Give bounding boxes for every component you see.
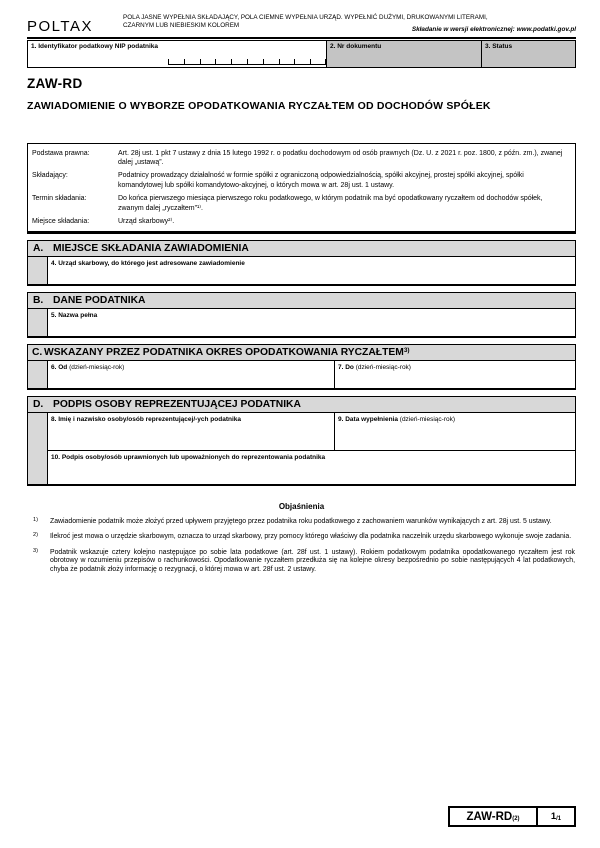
legal-row-termin-skladania bbox=[28, 192, 575, 215]
nip-digit-cell bbox=[247, 59, 263, 65]
section-b-side-strip bbox=[28, 309, 48, 336]
legal-label: Miejsce składania: bbox=[32, 218, 90, 226]
field-urzad-skarbowy-label: 4. Urząd skarbowy, do którego jest adresowane zawiadomienie bbox=[51, 260, 245, 268]
field-nazwa-pelna-label: 5. Nazwa pełna bbox=[51, 312, 98, 320]
section-a-side-strip bbox=[28, 257, 48, 284]
field-status-label: 3. Status bbox=[485, 43, 513, 50]
section-a bbox=[27, 240, 576, 286]
legal-row-miejsce-skladania bbox=[28, 215, 575, 229]
field-podpis-label: 10. Podpis osoby/osób uprawnionych lub upoważnionych do reprezentowania podatnika bbox=[51, 454, 326, 462]
field-okres-do[interactable] bbox=[334, 361, 575, 388]
nip-comb-input[interactable] bbox=[168, 59, 326, 65]
section-b-header bbox=[28, 293, 575, 309]
page-footer bbox=[448, 806, 576, 827]
fill-instructions: POLA JASNE WYPEŁNIA SKŁADAJĄCY, POLA CIEMNE WYPEŁNIA URZĄD. WYPEŁNIĆ DUŻYMI, DRUKOWANYMI LITERAMI, CZARNYM LUB NIEBIESKIM KOLOREM bbox=[123, 14, 488, 29]
footnote-1 bbox=[27, 518, 576, 527]
section-d-body bbox=[28, 413, 575, 484]
field-podpis[interactable] bbox=[48, 451, 575, 484]
legal-text: Art. 28j ust. 1 pkt 7 ustawy z dnia 15 lutego 1992 r. o podatku dochodowym od osób prawnych (Dz. U. z 2021 r. poz. 1800, z późn. zm.), zwanej dalej „ustawą”. bbox=[118, 149, 563, 166]
footnote-1-marker: 1) bbox=[33, 516, 38, 523]
form-title-heading: ZAWIADOMIENIE O WYBORZE OPODATKOWANIA RYCZAŁTEM OD DOCHODÓW SPÓŁEK bbox=[27, 100, 491, 112]
section-d-title: PODPIS OSOBY REPREZENTUJĄCEJ PODATNIKA bbox=[53, 399, 301, 411]
section-a-letter: A. bbox=[33, 243, 44, 255]
field-okres-do-hint: (dzień-miesiąc-rok) bbox=[353, 364, 411, 372]
field-okres-do-label bbox=[335, 362, 575, 374]
section-d bbox=[27, 396, 576, 486]
section-c-title bbox=[44, 347, 410, 358]
id-fields-row bbox=[27, 40, 576, 68]
section-c-title-text: WSKAZANY PRZEZ PODATNIKA OKRES OPODATKOWANIA RYCZAŁTEM bbox=[44, 347, 404, 359]
nip-digit-cell bbox=[184, 59, 200, 65]
legal-text: Urząd skarbowy²⁾. bbox=[118, 218, 175, 226]
footnote-3-text: Podatnik wskazuje cztery kolejno następujące po sobie lata podatkowe (art. 28f ust. 1 ustawy). Rokiem podatkowym podatnika opodatkowanego ryczałtem jest rok obrotowy w rozumieniu przepisów o rachunkowości. Opodatkowanie ryczałtem przedłuża się na kolejne okresy bezpośrednio po sobie następujących 4 lat podatkowych, chyba że podatnik złoży informację o rezygnacji, o której mowa w art. 28f ust. 2 ustawy. bbox=[50, 548, 575, 574]
field-status bbox=[481, 40, 576, 68]
nip-digit-cell bbox=[200, 59, 216, 65]
field-nip-label: 1. Identyfikator podatkowy NIP podatnika bbox=[31, 43, 159, 50]
nip-digit-cell bbox=[310, 59, 326, 65]
legal-text: Podatnicy prowadzący działalność w formie spółki z ograniczoną odpowiedzialnością, spółki akcyjnej, prostej spółki akcyjnej, spółki komandytowej lub spółki komandytowo-akcyjnej, o których mowa w art. 28j ust. 1 ustawy. bbox=[118, 172, 524, 189]
legal-label: Termin składania: bbox=[32, 195, 87, 203]
section-a-title: MIEJSCE SKŁADANIA ZAWIADOMIENIA bbox=[53, 243, 249, 255]
footnote-2 bbox=[27, 533, 576, 542]
footnote-3-marker: 3) bbox=[33, 547, 38, 554]
field-urzad-skarbowy[interactable] bbox=[48, 257, 575, 284]
footnote-2-text: Ilekroć jest mowa o urzędzie skarbowym, oznacza to urząd skarbowy, przy pomocy którego właściwy dla podatnika naczelnik urzędu skarbowego wykonuje swoje zadania. bbox=[50, 533, 572, 541]
section-b-title: DANE PODATNIKA bbox=[53, 295, 146, 307]
section-a-body bbox=[28, 257, 575, 284]
field-imie-nazwisko[interactable] bbox=[48, 413, 334, 450]
field-data-wypelnienia-hint: (dzień-miesiąc-rok) bbox=[397, 416, 456, 424]
footer-form-code bbox=[450, 808, 538, 825]
footnote-2-marker: 2) bbox=[33, 532, 38, 539]
section-d-row-1 bbox=[48, 413, 575, 451]
field-nip[interactable] bbox=[27, 40, 327, 68]
nip-digit-cell bbox=[168, 59, 184, 65]
section-c-fields bbox=[48, 361, 575, 388]
section-a-fields bbox=[48, 257, 575, 284]
footer-page-current: 1 bbox=[550, 811, 557, 822]
field-data-wypelnienia-label-text: 9. Data wypełnienia bbox=[338, 416, 398, 424]
legal-info-box bbox=[27, 143, 576, 234]
form-topbar bbox=[27, 14, 576, 35]
footnote-3 bbox=[27, 549, 576, 575]
topbar-right bbox=[123, 14, 576, 33]
section-d-side-strip bbox=[28, 413, 48, 484]
field-okres-do-label-text: 7. Do bbox=[338, 364, 354, 372]
poltax-logo: POLTAX bbox=[27, 18, 93, 35]
section-c bbox=[27, 344, 576, 390]
footnote-1-text: Zawiadomienie podatnik może złożyć przed upływem przyjętego przez podatnika roku podatkowego z zachowaniem warunków wynikających z art. 28j ust. 5 ustawy. bbox=[50, 517, 552, 525]
section-c-body bbox=[28, 361, 575, 388]
efiling-note: Składanie w wersji elektronicznej: www.podatki.gov.pl bbox=[411, 26, 576, 33]
field-okres-od-hint: (dzień-miesiąc-rok) bbox=[67, 364, 125, 372]
section-c-letter: C. bbox=[32, 347, 43, 359]
field-nazwa-pelna[interactable] bbox=[48, 309, 575, 336]
field-data-wypelnienia[interactable] bbox=[334, 413, 575, 450]
legal-row-podstawa-prawna bbox=[28, 146, 575, 169]
section-c-title-footnote-ref: 3) bbox=[403, 346, 410, 354]
legal-label: Podstawa prawna: bbox=[32, 149, 90, 157]
footer-page-number bbox=[538, 808, 574, 825]
field-nr-dokumentu bbox=[326, 40, 482, 68]
section-b bbox=[27, 292, 576, 338]
section-d-letter: D. bbox=[33, 399, 44, 411]
field-nr-dokumentu-label: 2. Nr dokumentu bbox=[330, 43, 382, 50]
nip-digit-cell bbox=[231, 59, 247, 65]
section-b-body bbox=[28, 309, 575, 336]
legal-row-skladajacy bbox=[28, 169, 575, 192]
section-a-header bbox=[28, 241, 575, 257]
section-d-header bbox=[28, 397, 575, 413]
footer-form-code-text: ZAW-RD bbox=[466, 810, 513, 823]
field-okres-od-label bbox=[48, 362, 334, 374]
section-d-fields bbox=[48, 413, 575, 484]
field-imie-nazwisko-label: 8. Imię i nazwisko osoby/osób reprezentującej/-ych podatnika bbox=[51, 416, 241, 424]
section-c-side-strip bbox=[28, 361, 48, 388]
nip-digit-cell bbox=[294, 59, 310, 65]
field-data-wypelnienia-label bbox=[335, 414, 575, 426]
legal-label: Składający: bbox=[32, 172, 68, 180]
nip-digit-cell bbox=[279, 59, 295, 65]
footer-page-total: /1 bbox=[556, 816, 562, 822]
section-b-fields bbox=[48, 309, 575, 336]
form-code-heading: ZAW-RD bbox=[27, 76, 83, 91]
section-b-letter: B. bbox=[33, 295, 44, 307]
field-okres-od[interactable] bbox=[48, 361, 334, 388]
nip-digit-cell bbox=[263, 59, 279, 65]
field-okres-od-label-text: 6. Od bbox=[51, 364, 68, 372]
legal-text: Do końca pierwszego miesiąca pierwszego roku podatkowego, w którym podatnik ma być opodatkowany ryczałtem od dochodów spółek, zwanym dalej „ryczałtem”¹⁾. bbox=[118, 195, 543, 212]
footer-form-code-version: (2) bbox=[512, 816, 520, 822]
footnotes-heading: Objaśnienia bbox=[278, 502, 325, 512]
section-c-header bbox=[28, 345, 575, 361]
nip-digit-cell bbox=[215, 59, 231, 65]
